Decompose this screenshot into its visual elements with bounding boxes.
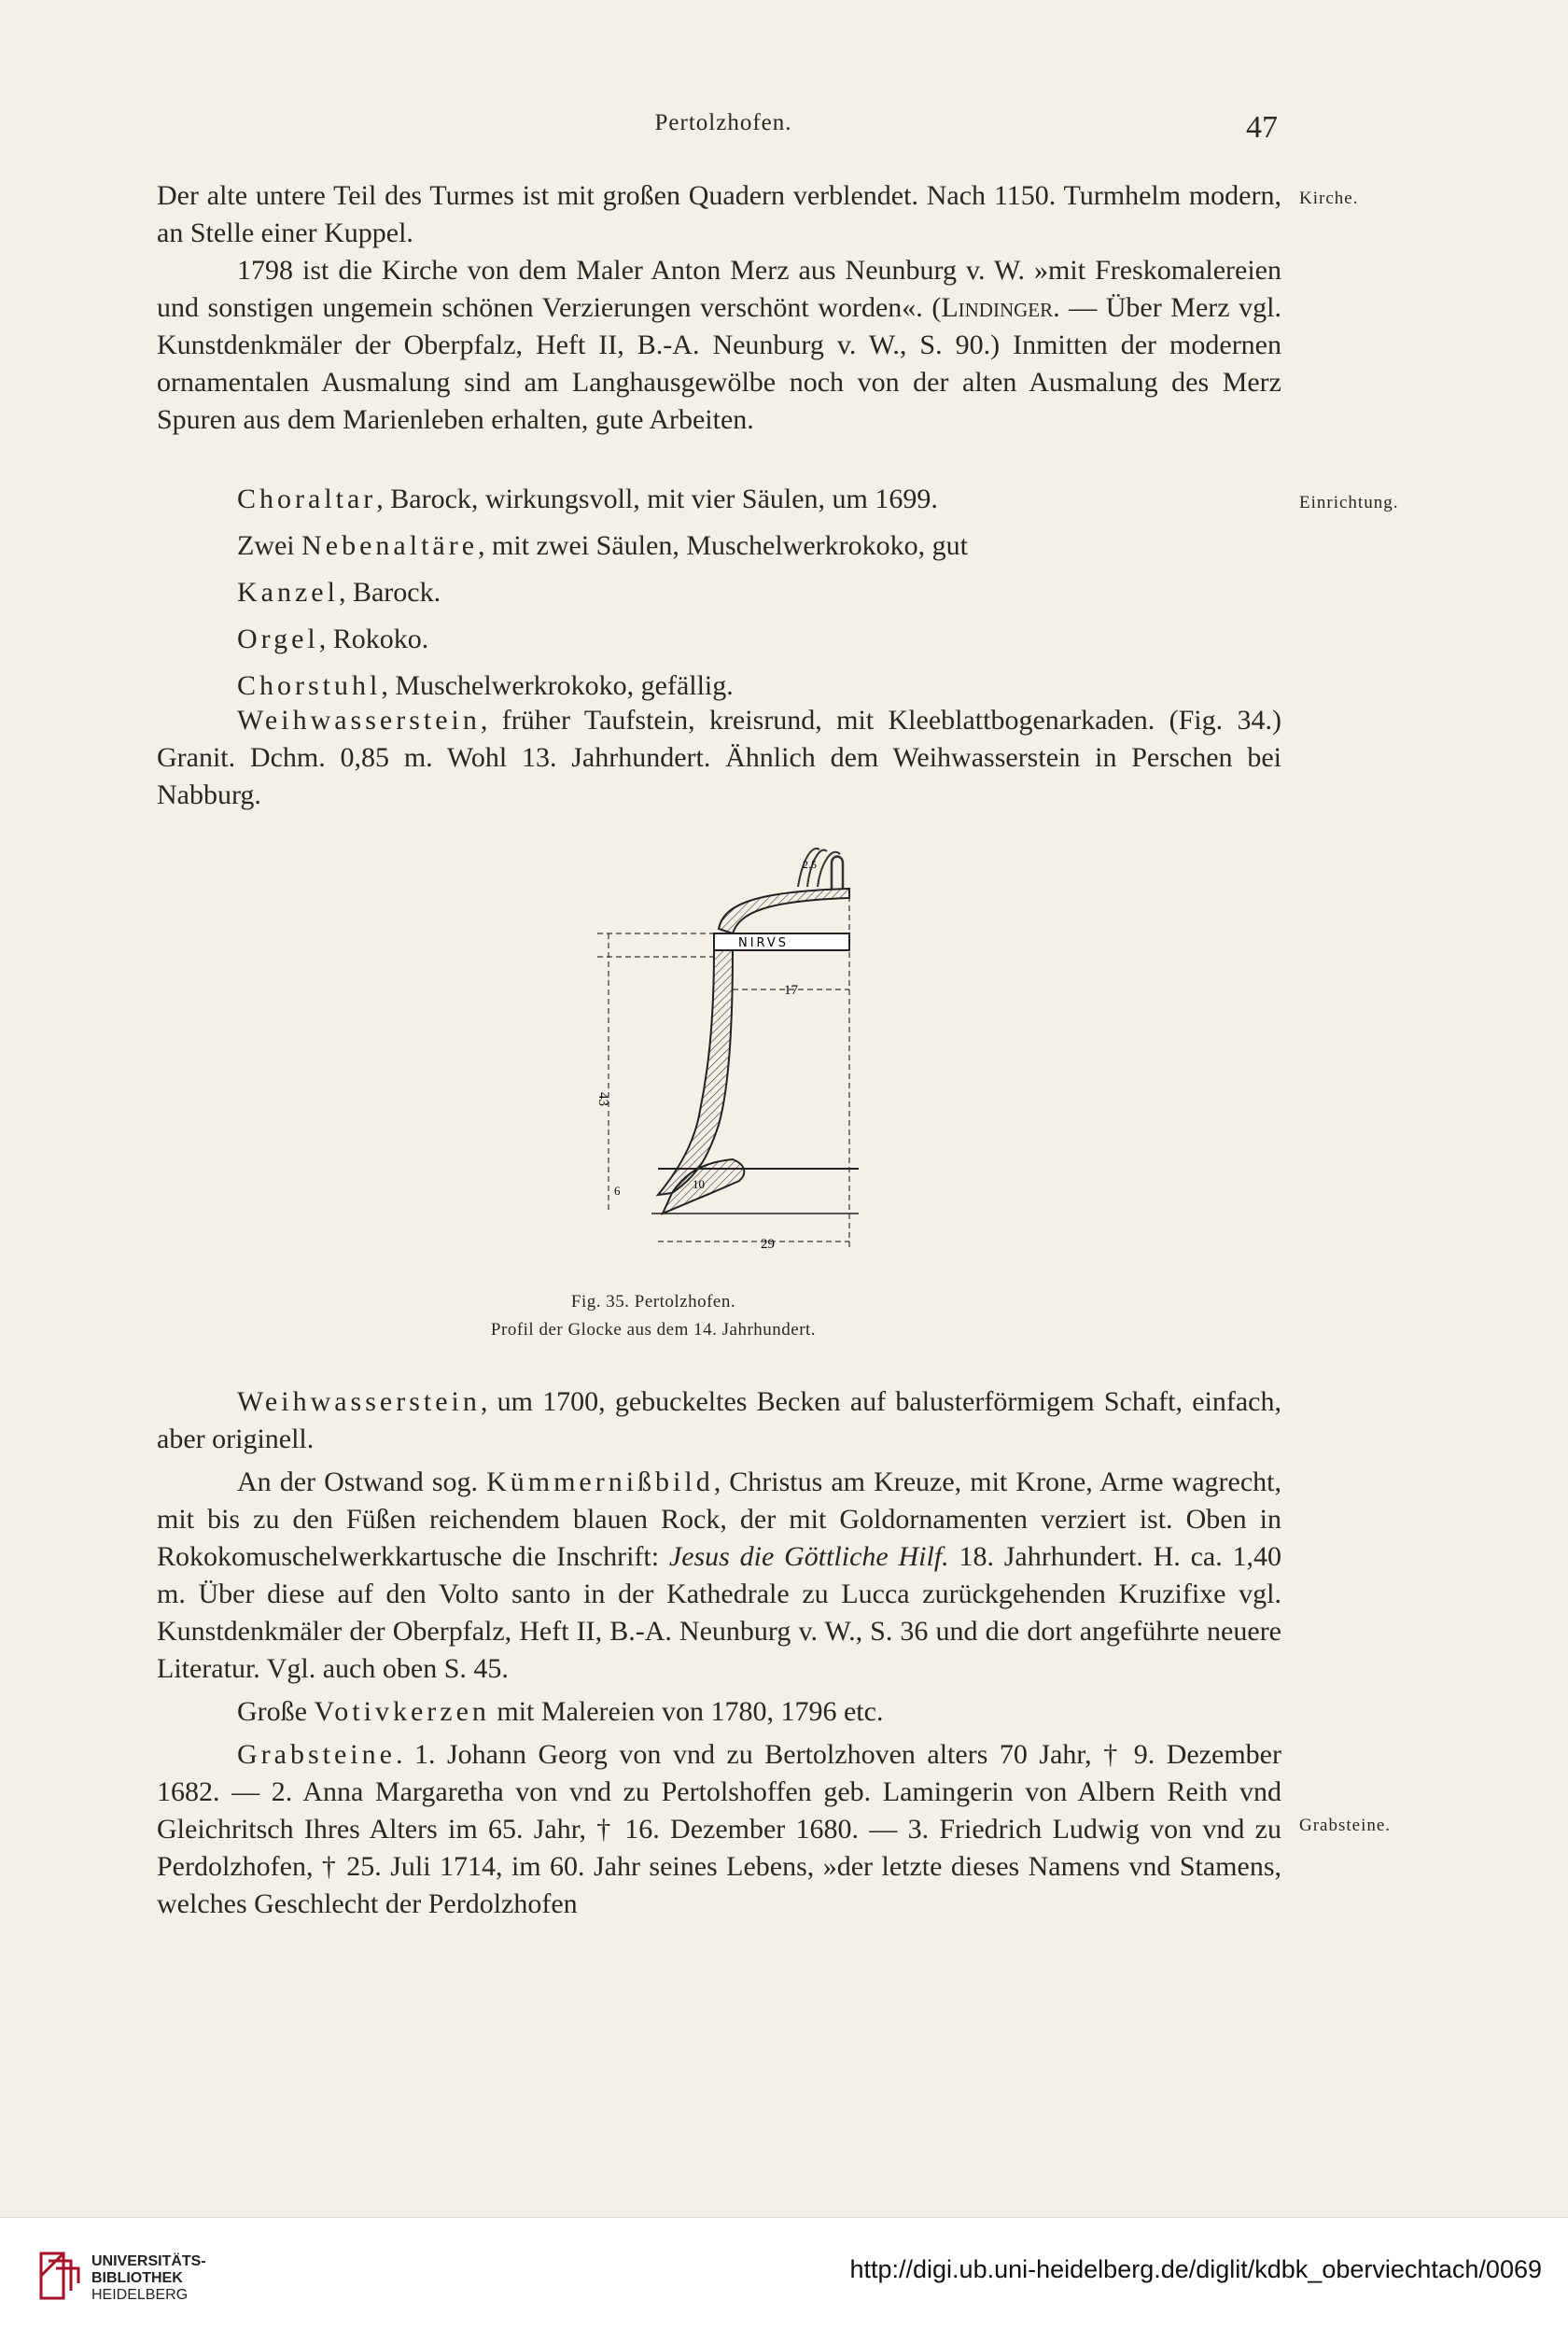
item-nebenaltaere: Zwei Nebenaltäre, mit zwei Säulen, Muschelwerkrokoko, gut bbox=[237, 530, 968, 561]
paragraph-merz: 1798 ist die Kirche von dem Maler Anton Merz aus Neunburg v. W. »mit Freskomalereien und sonstigen ungemein schönen Verzierungen verschönt worden«. (Lindinger. — Über Merz vgl. Kunstdenkmäler der Oberpfalz, Heft II, B.-A. Neunburg v. W., S. 90.) Inmitten der modernen ornamentalen Ausmalung sind am Langhausgewölbe noch von der alten Ausmalung des Merz Spuren aus dem Marienleben erhalten, gute Arbeiten. bbox=[157, 255, 1281, 435]
item-grabsteine: Grabsteine. 1. Johann Georg von vnd zu Bertolzhoven alters 70 Jahr, † 9. Dezember 1682. — 2. Anna Margaretha von vnd zu Pertolshoffen geb. Lamingerin von Albern Reith vnd Gleichritsch Ihres Alters im 65. Jahr, † 16. Dezember 1680. — 3. Friedrich Ludwig von vnd zu Perdolzhofen, † 25. Juli 1714, im 60. Jahr seines Lebens, »der letzte dieses Namens vnd Stamens, welches Geschlecht der Perdolzhofen bbox=[157, 1739, 1281, 1919]
item-kanzel: Kanzel, Barock. bbox=[237, 577, 441, 608]
figure-caption-subtitle: Profil der Glocke aus dem 14. Jahrhundert. bbox=[490, 1320, 817, 1340]
author-name: Lindinger bbox=[941, 292, 1054, 323]
item-orgel: Orgel, Rokoko. bbox=[237, 624, 429, 654]
dim-43: 43 bbox=[595, 1092, 610, 1106]
dim-17: 17 bbox=[784, 983, 798, 998]
bell-inscription: NIRVS bbox=[737, 936, 790, 950]
dim-6: 6 bbox=[614, 1184, 621, 1198]
margin-note-kirche: Kirche. bbox=[1299, 189, 1359, 208]
item-weihwasserstein-2: Weihwasserstein, um 1700, gebuckeltes Becken auf balusterförmigem Schaft, einfach, aber originell. bbox=[157, 1386, 1281, 1454]
library-footer bbox=[0, 2217, 1568, 2329]
running-header: Pertolzhofen. bbox=[654, 110, 792, 135]
text-block-bottom bbox=[157, 1383, 1281, 1923]
text-block-inventory bbox=[157, 476, 1281, 709]
inscription-quote: Jesus die Göttliche Hilf. bbox=[668, 1541, 949, 1572]
margin-note-grabsteine: Grabsteine. bbox=[1299, 1816, 1392, 1835]
library-name: UNIVERSITÄTS- BIBLIOTHEK HEIDELBERG bbox=[91, 2253, 206, 2303]
permalink-url[interactable]: http://digi.ub.uni-heidelberg.de/diglit/kdbk_oberviechtach/0069 bbox=[849, 2255, 1542, 2283]
bell-profile-figure bbox=[523, 803, 989, 1307]
item-weihwasserstein-1: Weihwasserstein, früher Taufstein, kreisrund, mit Kleeblattbogenarkaden. (Fig. 34.) Granit. Dchm. 0,85 m. Wohl 13. Jahrhundert. Ähnlich dem Weihwasserstein in Perschen bei Nabburg. bbox=[157, 705, 1281, 810]
item-chorstuhl: Chorstuhl, Muschelwerkrokoko, gefällig. bbox=[237, 670, 734, 701]
text-block-top bbox=[157, 177, 1281, 439]
page-number: 47 bbox=[1246, 110, 1278, 145]
item-votivkerzen: Große Votivkerzen mit Malereien von 1780, 1796 etc. bbox=[237, 1696, 884, 1727]
item-choraltar: Choraltar, Barock, wirkungsvoll, mit vier Säulen, um 1699. bbox=[237, 484, 938, 514]
university-library-logo bbox=[35, 2244, 88, 2304]
paragraph-turm: Der alte untere Teil des Turmes ist mit großen Quadern verblendet. Nach 1150. Turmhelm modern, an Stelle einer Kuppel. bbox=[157, 180, 1281, 248]
figure-caption-title: Fig. 35. Pertolzhofen. bbox=[570, 1292, 736, 1312]
text-block-weihwasserstein bbox=[157, 702, 1281, 814]
dim-10: 10 bbox=[693, 1177, 705, 1191]
item-kuemmernisbild: An der Ostwand sog. Kümmernißbild, Christus am Kreuze, mit Krone, Arme wagrecht, mit bis zu den Füßen reichendem blauen Rock, der mit Goldornamenten verziert ist. Oben in Rokokomuschelwerkkartusche die Inschrift: Jesus die Göttliche Hilf. 18. Jahrhundert. H. ca. 1,40 m. Über diese auf den Volto santo in der Kathedrale zu Lucca zurückgehenden Kruzifixe vgl. Kunstdenkmäler der Oberpfalz, Heft II, B.-A. Neunburg v. W., S. 36 und die dort angeführte neuere Literatur. Vgl. auch oben S. 45. bbox=[157, 1466, 1282, 1684]
dim-top: 2.5 bbox=[803, 858, 817, 871]
bell-body-section bbox=[658, 950, 733, 1195]
bell-shoulder bbox=[719, 889, 849, 933]
bell-profile-drawing bbox=[523, 803, 989, 1251]
dim-29: 29 bbox=[761, 1237, 775, 1251]
margin-note-einrichtung: Einrichtung. bbox=[1299, 493, 1399, 512]
